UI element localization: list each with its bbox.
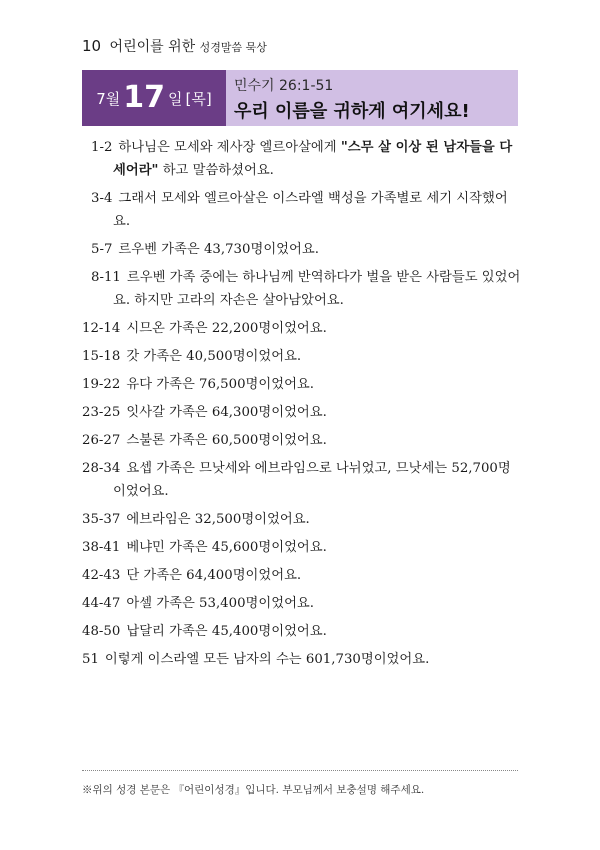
verse-item <box>82 429 522 452</box>
verse-ref: 19-22 <box>82 377 121 392</box>
verse-ref: 51 <box>82 652 99 667</box>
verse-text: 갓 가족은 40,500명이었어요. <box>126 349 302 364</box>
banner-text <box>234 75 470 123</box>
verse-ref: 3-4 <box>91 191 113 206</box>
verse-text: 르우벤 가족 중에는 하나님께 반역하다가 벌을 받은 사람들도 있었어요. 하지만 고라의 자손은 살아남았어요. <box>113 270 521 308</box>
page-number: 10 <box>82 37 102 55</box>
verse-item <box>82 564 522 587</box>
verse-item <box>82 620 522 643</box>
verse-ref: 48-50 <box>82 624 121 639</box>
verse-item <box>82 401 522 424</box>
verse-ref: 23-25 <box>82 405 121 420</box>
month: 7월 <box>96 89 121 108</box>
verse-ref: 15-18 <box>82 349 121 364</box>
verse-item <box>82 592 522 615</box>
verse-item <box>82 373 522 396</box>
verse-item <box>82 345 522 368</box>
verse-quote: "스무 살 이상 된 남자들을 다 세어라" <box>113 140 513 178</box>
verse-ref: 8-11 <box>91 270 121 285</box>
day-number: 17 <box>123 80 166 115</box>
verse-item <box>82 266 522 312</box>
day-unit: 일 <box>168 89 183 108</box>
verse-text: 베냐민 가족은 45,600명이었어요. <box>126 540 327 555</box>
verse-item <box>82 457 522 503</box>
verse-text: 이렇게 이스라엘 모든 남자의 수는 601,730명이었어요. <box>104 652 430 667</box>
weekday: [목] <box>185 89 212 108</box>
verse-item <box>82 317 522 340</box>
running-header <box>82 36 267 56</box>
verse-ref: 42-43 <box>82 568 121 583</box>
verse-item <box>82 508 522 531</box>
verse-ref: 38-41 <box>82 540 121 555</box>
verse-ref: 5-7 <box>91 242 113 257</box>
devotion-title: 우리 이름을 귀하게 여기세요! <box>234 101 470 122</box>
verse-text: 르우벤 가족은 43,730명이었어요. <box>118 242 319 257</box>
verse-text: 납달리 가족은 45,400명이었어요. <box>126 624 327 639</box>
verse-list <box>82 136 522 676</box>
date-banner <box>82 70 518 126</box>
footnote-divider <box>82 770 518 771</box>
verse-text: 아셀 가족은 53,400명이었어요. <box>126 596 314 611</box>
verse-item <box>82 536 522 559</box>
verse-text: 요셉 가족은 므낫세와 에브라임으로 나뉘었고, 므낫세는 52,700명이었어요. <box>113 461 511 499</box>
verse-item <box>82 648 522 671</box>
footnote: ※위의 성경 본문은 『어린이성경』입니다. 부모님께서 보충설명 해주세요. <box>82 784 425 796</box>
verse-text: 에브라임은 32,500명이었어요. <box>126 512 310 527</box>
verse-ref: 1-2 <box>91 140 113 155</box>
verse-text: 유다 가족은 76,500명이었어요. <box>126 377 314 392</box>
verse-item <box>82 238 522 261</box>
verse-item <box>82 187 522 233</box>
verse-text: 그래서 모세와 엘르아살은 이스라엘 백성을 가족별로 세기 시작했어요. <box>113 191 508 229</box>
verse-text: 단 가족은 64,400명이었어요. <box>126 568 302 583</box>
verse-item <box>82 136 522 182</box>
verse-ref: 35-37 <box>82 512 121 527</box>
book-subtitle: 성경말씀 묵상 <box>199 41 267 54</box>
verse-text: 하나님은 모세와 제사장 엘르아살에게 <box>118 140 341 155</box>
verse-ref: 44-47 <box>82 596 121 611</box>
verse-ref: 28-34 <box>82 461 121 476</box>
verse-text: 잇사갈 가족은 64,300명이었어요. <box>126 405 327 420</box>
book-title: 어린이를 위한 <box>109 39 196 55</box>
date-box <box>82 70 226 126</box>
verse-text: 시므온 가족은 22,200명이었어요. <box>126 321 327 336</box>
verse-text-after: 하고 말씀하셨어요. <box>158 163 274 178</box>
verse-ref: 12-14 <box>82 321 121 336</box>
scripture-reference: 민수기 26:1-51 <box>234 78 334 94</box>
verse-ref: 26-27 <box>82 433 121 448</box>
verse-text: 스불론 가족은 60,500명이었어요. <box>126 433 327 448</box>
